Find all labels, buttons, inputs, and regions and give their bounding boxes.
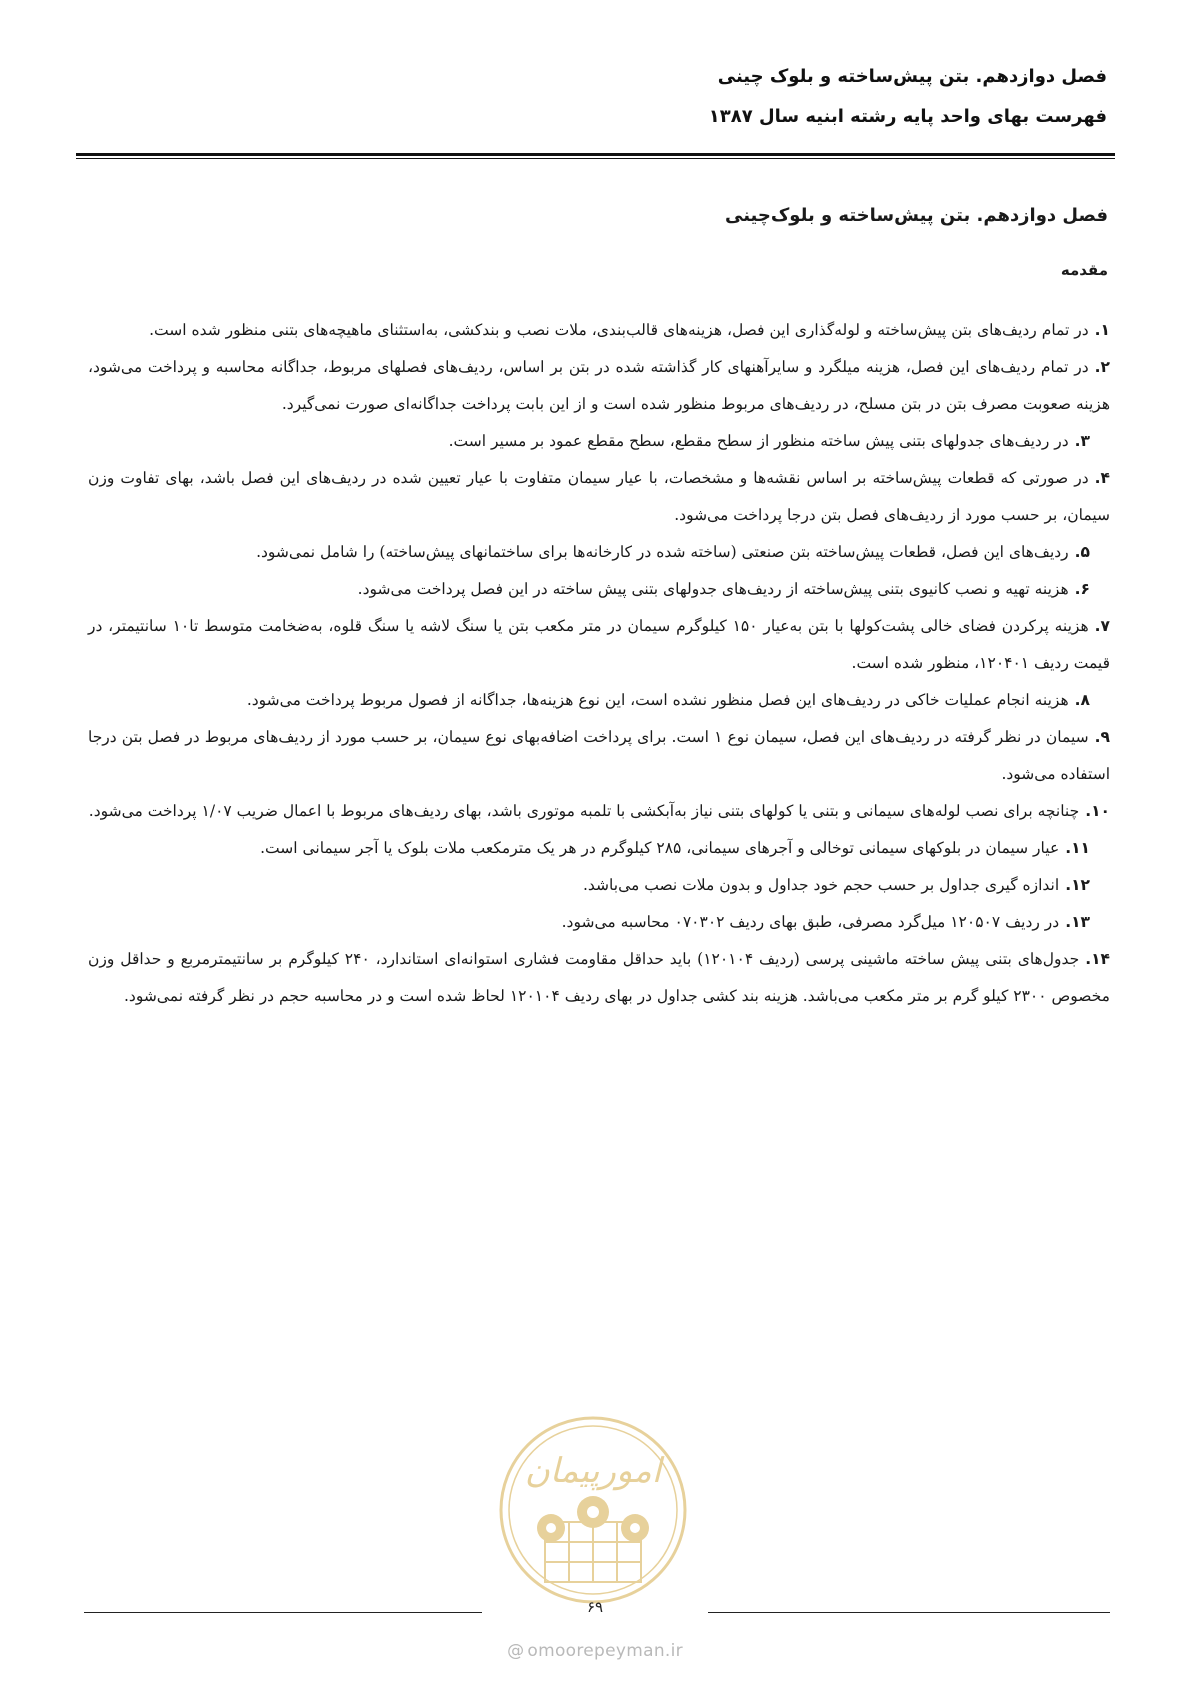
item-number: ۴. bbox=[1094, 469, 1110, 487]
list-item bbox=[88, 793, 1110, 830]
item-number: ۶. bbox=[1074, 580, 1090, 598]
list-item bbox=[88, 904, 1110, 941]
list-item bbox=[88, 608, 1110, 682]
item-text: در تمام ردیف‌های این فصل، هزینه میلگرد و سایرآهنهای کار گذاشته شده در بتن بر اساس، ردیف‌های فصلهای مربوط، جداگانه محاسبه و پرداخت می‌شود، هزینه صعوبت مصرف بتن در بتن مسلح، در ردیف‌های مربوط منظور شده است و از این بابت پرداخت جداگانه‌ای صورت نمی‌گیرد. bbox=[88, 358, 1110, 413]
item-text: هزینه تهیه و نصب کانیوی بتنی پیش‌ساخته از ردیف‌های جدولهای بتنی پیش ساخته در این فصل پرداخت می‌شود. bbox=[357, 580, 1069, 598]
item-text: در تمام ردیف‌های بتن پیش‌ساخته و لوله‌گذاری این فصل، هزینه‌های قالب‌بندی، ملات نصب و بندکشی، به‌استثنای ماهیچه‌های بتنی منظور شده است. bbox=[149, 321, 1089, 339]
item-text: هزینه پرکردن فضای خالی پشت‌کولها با بتن به‌عیار ۱۵۰ کیلوگرم سیمان در متر مکعب بتن یا سنگ لاشه یا سنگ قلوه، به‌ضخامت متوسط تا۱۰ سانتیمتر، در قیمت ردیف ۱۲۰۴۰۱، منظور شده است. bbox=[88, 617, 1110, 672]
item-number: ۷. bbox=[1094, 617, 1110, 635]
running-header-chapter: فصل دوازدهم. بتن پیش‌ساخته و بلوک چینی bbox=[717, 66, 1107, 87]
item-text: در ردیف ۱۲۰۵۰۷ میل‌گرد مصرفی، طبق بهای ردیف ۰۷۰۳۰۲ محاسبه می‌شود. bbox=[561, 913, 1060, 931]
section-heading-introduction: مقدمه bbox=[1060, 261, 1108, 279]
running-header-book-title: فهرست بهای واحد پایه رشته ابنیه سال ۱۳۸۷ bbox=[708, 106, 1107, 127]
item-text: ردیف‌های این فصل، قطعات پیش‌ساخته بتن صنعتی (ساخته شده در کارخانه‌ها برای ساختمانهای پیش‌ساخته) را شامل نمی‌شود. bbox=[256, 543, 1069, 561]
item-number: ۱۴. bbox=[1085, 950, 1111, 968]
list-item bbox=[88, 349, 1110, 423]
item-text: در صورتی که قطعات پیش‌ساخته بر اساس نقشه‌ها و مشخصات، با عیار سیمان متفاوت با عیار تعیین شده در ردیف‌های این فصل باشد، بهای تفاوت وزن سیمان، بر حسب مورد از ردیف‌های فصل بتن درجا پرداخت می‌شود. bbox=[88, 469, 1110, 524]
list-item bbox=[88, 571, 1110, 608]
list-item bbox=[88, 719, 1110, 793]
item-number: ۱. bbox=[1094, 321, 1110, 339]
list-item bbox=[88, 534, 1110, 571]
item-number: ۹. bbox=[1094, 728, 1110, 746]
list-item bbox=[88, 423, 1110, 460]
list-item bbox=[88, 941, 1110, 1015]
list-item bbox=[88, 312, 1110, 349]
at-icon: @ bbox=[507, 1641, 525, 1661]
main-content bbox=[88, 196, 1110, 1015]
header-divider-thick bbox=[76, 153, 1115, 156]
item-number: ۵. bbox=[1074, 543, 1090, 561]
item-number: ۱۰. bbox=[1085, 802, 1110, 820]
item-text: هزینه انجام عملیات خاکی در ردیف‌های این فصل منظور نشده است، این نوع هزینه‌ها، جداگانه از فصول مربوط پرداخت می‌شود. bbox=[246, 691, 1069, 709]
footer-website bbox=[0, 1641, 1190, 1661]
item-number: ۱۱. bbox=[1065, 839, 1090, 857]
page-number: ۶۹ bbox=[586, 1598, 604, 1616]
item-text: سیمان در نظر گرفته در ردیف‌های این فصل، سیمان نوع ۱ است. برای پرداخت اضافه‌بهای نوع سیمان، بر حسب مورد از ردیف‌های مربوط در فصل بتن درجا استفاده می‌شود. bbox=[88, 728, 1110, 783]
footer-rule-left bbox=[84, 1612, 482, 1613]
item-text: در ردیف‌های جدولهای بتنی پیش ساخته منظور از سطح مقطع، سطح مقطع عمود بر مسیر است. bbox=[448, 432, 1069, 450]
item-number: ۳. bbox=[1074, 432, 1090, 450]
item-text: چنانچه برای نصب لوله‌های سیمانی و بتنی یا کولهای بتنی نیاز به‌آبکشی با تلمبه موتوری باشد، بهای ردیف‌های مربوط با اعمال ضریب ۱/۰۷ پرداخت می‌شود. bbox=[88, 802, 1080, 820]
footer-rule-right bbox=[708, 1612, 1110, 1613]
item-number: ۱۲. bbox=[1065, 876, 1090, 894]
item-number: ۱۳. bbox=[1065, 913, 1090, 931]
chapter-title: فصل دوازدهم. بتن پیش‌ساخته و بلوک‌چینی bbox=[725, 205, 1108, 226]
list-item bbox=[88, 682, 1110, 719]
item-number: ۲. bbox=[1094, 358, 1110, 376]
item-text: جدول‌های بتنی پیش ساخته ماشینی پرسی (ردیف ۱۲۰۱۰۴) باید حداقل مقاومت فشاری استوانه‌ای استاندارد، ۲۴۰ کیلوگرم بر سانتیمترمربع و حداقل وزن مخصوص ۲۳۰۰ کیلو گرم بر متر مکعب می‌باشد. هزینه بند کشی جداول در بهای ردیف ۱۲۰۱۰۴ لحاظ شده است و در محاسبه حجم در نظر گرفته نمی‌شود. bbox=[88, 950, 1110, 1005]
header-divider-thin bbox=[76, 158, 1115, 159]
item-number: ۸. bbox=[1074, 691, 1090, 709]
list-item bbox=[88, 867, 1110, 904]
item-text: عیار سیمان در بلوکهای سیمانی توخالی و آجرهای سیمانی، ۲۸۵ کیلوگرم در هر یک مترمکعب ملات بلوک یا آجر سیمانی است. bbox=[260, 839, 1060, 857]
watermark-logo bbox=[493, 1410, 693, 1610]
list-item bbox=[88, 830, 1110, 867]
item-text: اندازه گیری جداول بر حسب حجم خود جداول و بدون ملات نصب می‌باشد. bbox=[582, 876, 1060, 894]
list-item bbox=[88, 460, 1110, 534]
watermark-text: امورپیمان bbox=[524, 1451, 662, 1491]
website-url: omoorepeyman.ir bbox=[527, 1641, 683, 1661]
